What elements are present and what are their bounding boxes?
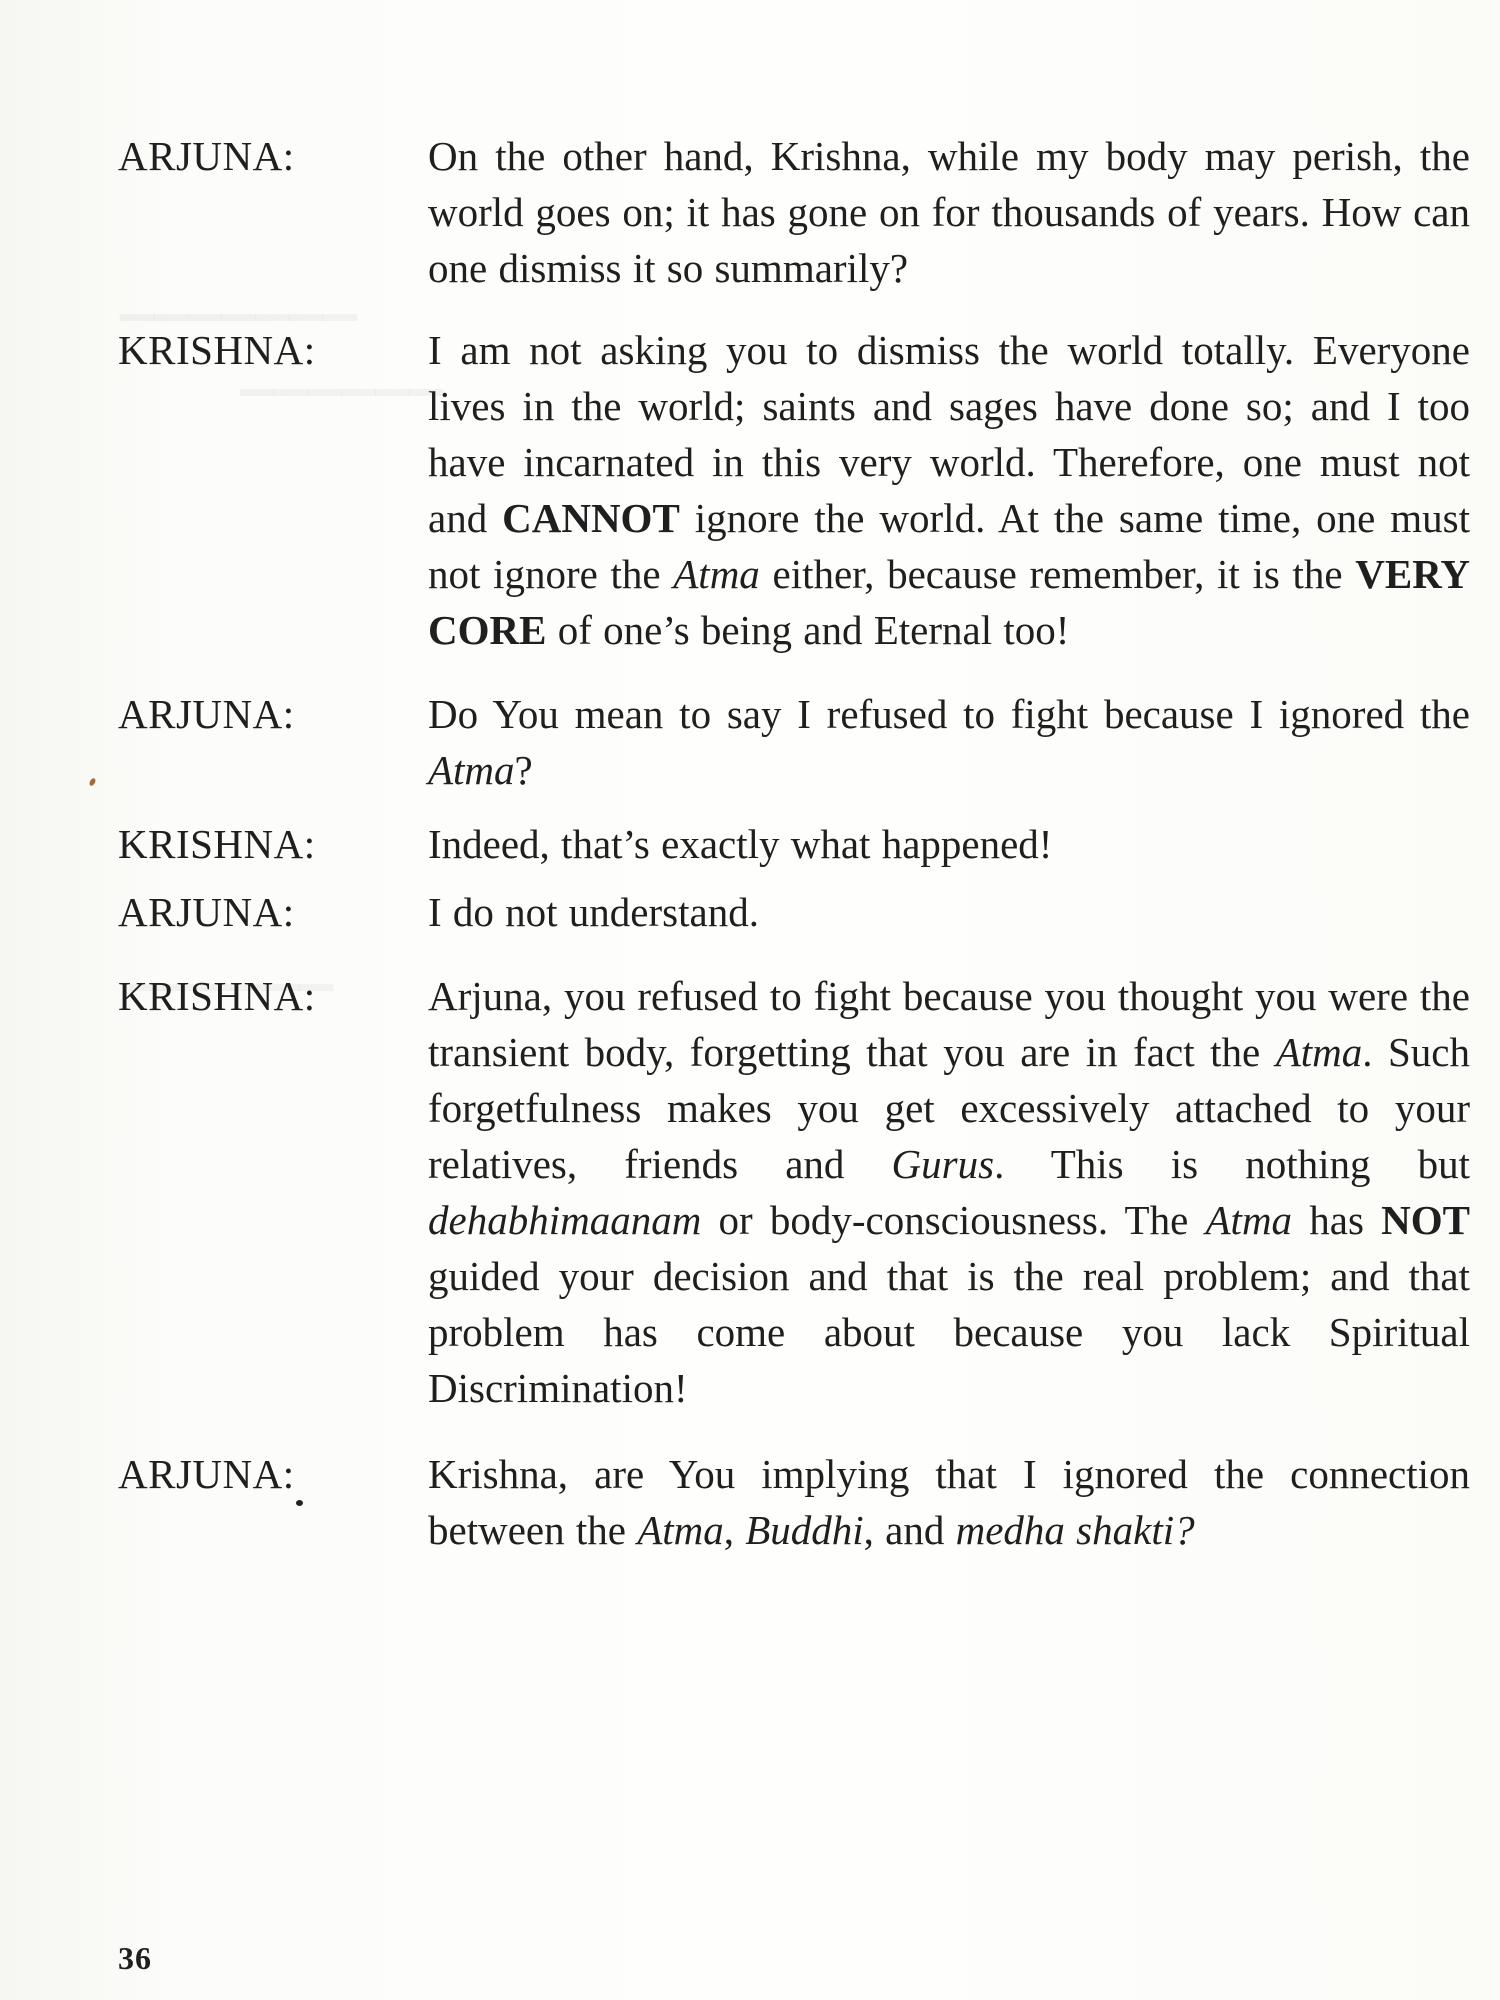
- text-run: Arjuna, you refused to fight because you thought you were the transient body, forgetting that you are in fact the: [428, 973, 1470, 1075]
- speaker-label: ARJUNA:: [118, 133, 295, 179]
- dialogue-turn: [118, 322, 1470, 658]
- emphasis-italic: Gurus: [891, 1141, 995, 1187]
- emphasis-bold: VERY CORE: [428, 551, 1470, 653]
- text-run: ,: [723, 1507, 746, 1553]
- emphasis-italic: Atma: [1205, 1197, 1293, 1243]
- speech-text: [428, 884, 1470, 940]
- text-run: or body-consciousness. The: [701, 1197, 1206, 1243]
- dialogue-column: [118, 128, 1470, 1578]
- text-run: Do You mean to say I refused to fight because I ignored the: [428, 691, 1470, 737]
- dialogue-turn: [118, 686, 1470, 798]
- page-number: 36: [118, 1940, 152, 1976]
- emphasis-italic: Atma: [673, 551, 760, 597]
- emphasis-italic: medha shakti?: [955, 1507, 1195, 1553]
- emphasis-bold: CANNOT: [502, 495, 680, 541]
- text-run: On the other hand, Krishna, while my body may perish, the world goes on; it has gone on for thousands of years. How can one dismiss it so summarily?: [428, 133, 1470, 291]
- dialogue-turn: [118, 1446, 1470, 1558]
- text-run: has: [1292, 1197, 1382, 1243]
- ink-speck-brown: [88, 777, 96, 786]
- speech-text: [428, 816, 1470, 872]
- emphasis-italic: dehabhimaanam: [428, 1197, 702, 1243]
- text-run: I do not understand.: [428, 889, 759, 935]
- speech-text: [428, 686, 1470, 798]
- text-run: Krishna, are You implying that I ignored the connection between the: [428, 1451, 1470, 1553]
- text-run: I am not asking you to dismiss the world totally. Everyone lives in the world; saints and sages have done so; and I too have incarnated in this very world. Therefore, one must not and: [428, 327, 1470, 541]
- emphasis-bold: NOT: [1381, 1197, 1470, 1243]
- text-run: Indeed, that’s exactly what happened!: [428, 821, 1053, 867]
- speech-text: [428, 128, 1470, 296]
- dialogue-turn: [118, 884, 1470, 940]
- speaker-label: ARJUNA:: [118, 889, 295, 935]
- text-run: ignore the world. At the same time, one must not ignore the: [428, 495, 1470, 597]
- speech-text: [428, 322, 1470, 658]
- speaker-label: KRISHNA:: [118, 327, 316, 373]
- speaker-label: KRISHNA:: [118, 973, 316, 1019]
- speaker-label: ARJUNA:: [118, 1451, 295, 1497]
- dialogue-turn: [118, 816, 1470, 872]
- ink-speck: [296, 1500, 303, 1506]
- speaker-label: ARJUNA:: [118, 691, 295, 737]
- text-run: guided your decision and that is the real problem; and that problem has come about because you lack Spiritual Discrimination!: [428, 1253, 1470, 1411]
- emphasis-italic: Atma: [1275, 1029, 1363, 1075]
- text-run: . Such forgetfulness makes you get excessively attached to your relatives, friends and: [428, 1029, 1471, 1187]
- emphasis-italic: Atma: [637, 1507, 724, 1553]
- text-run: . This is nothing but: [994, 1141, 1470, 1187]
- dialogue-turn: [118, 128, 1470, 296]
- text-run: ?: [514, 747, 533, 793]
- text-run: , and: [863, 1507, 956, 1553]
- speaker-label: KRISHNA:: [118, 821, 316, 867]
- speech-text: [428, 1446, 1470, 1558]
- emphasis-italic: Atma: [428, 747, 515, 793]
- dialogue-turn: [118, 968, 1470, 1416]
- emphasis-italic: Buddhi: [745, 1507, 864, 1553]
- text-run: of one’s being and Eternal too!: [546, 607, 1070, 653]
- text-run: either, because remember, it is the: [759, 551, 1356, 597]
- speech-text: [428, 968, 1470, 1416]
